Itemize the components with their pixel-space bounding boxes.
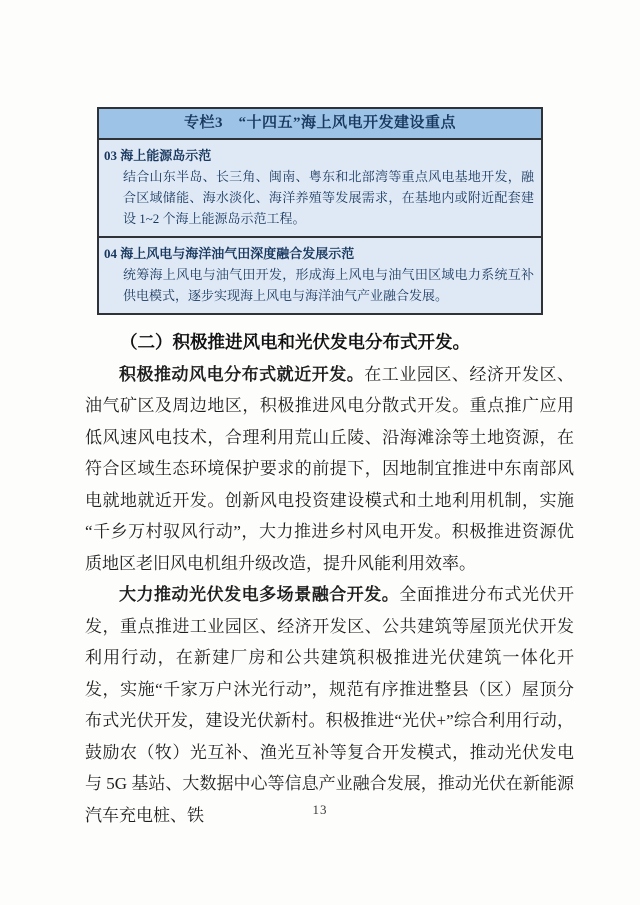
main-content — [85, 327, 574, 831]
paragraph-lead: 大力推动光伏发电多场景融合开发。 — [119, 585, 400, 604]
page-number: 13 — [312, 802, 328, 817]
paragraph-wind-distributed — [85, 359, 574, 580]
callout-item-03 — [99, 140, 541, 236]
callout-box-title: 专栏3 “十四五”海上风电开发建设重点 — [99, 109, 541, 140]
callout-item-heading: 03 海上能源岛示范 — [104, 148, 212, 163]
callout-item-04 — [99, 236, 541, 313]
paragraph-body: 全面推进分布式光伏开发，重点推进工业园区、经济开发区、公共建筑等屋顶光伏开发利用行动，在新建厂房和公共建筑积极推进光伏建筑一体化开发，实施“千家万户沐光行动”，规范有序推进整县（区）屋顶分布式光伏开发，建设光伏新村。积极推进“光伏+”综合利用行动，鼓励农（牧）光互补、渔光互补等复合开发模式，推动光伏发电与 5G 基站、大数据中心等信息产业融合发展，推动光伏在新能源汽车充电桩、铁 — [85, 585, 575, 825]
callout-box-body — [99, 140, 541, 313]
section-heading: （二）积极推进风电和光伏发电分布式开发。 — [120, 332, 470, 352]
paragraph-solar-multiscene — [85, 579, 574, 831]
callout-item-heading: 04 海上风电与海洋油气田深度融合发展示范 — [104, 246, 355, 261]
paragraph-body: 在工业园区、经济开发区、油气矿区及周边地区，积极推进风电分散式开发。重点推广应用低风速风电技术，合理利用荒山丘陵、沿海滩涂等土地资源，在符合区域生态环境保护要求的前提下，因地制宜推进中东南部风电就地就近开发。创新风电投资建设模式和土地利用机制，实施“千乡万村驭风行动”，大力推进乡村风电开发。积极推进资源优质地区老旧风电机组升级改造，提升风能利用效率。 — [85, 364, 575, 573]
callout-item-text: 统筹海上风电与油气田开发，形成海上风电与油气田区域电力系统互补供电模式，逐步实现海上风电与海洋油气产业融合发展。 — [123, 267, 534, 303]
paragraph-lead: 积极推动风电分布式就近开发。 — [119, 364, 365, 384]
callout-item-text: 结合山东半岛、长三角、闽南、粤东和北部湾等重点风电基地开发，融合区域储能、海水淡化、海洋养殖等发展需求，在基地内或附近配套建设 1~2 个海上能源岛示范工程。 — [123, 169, 534, 226]
callout-box — [97, 107, 543, 315]
